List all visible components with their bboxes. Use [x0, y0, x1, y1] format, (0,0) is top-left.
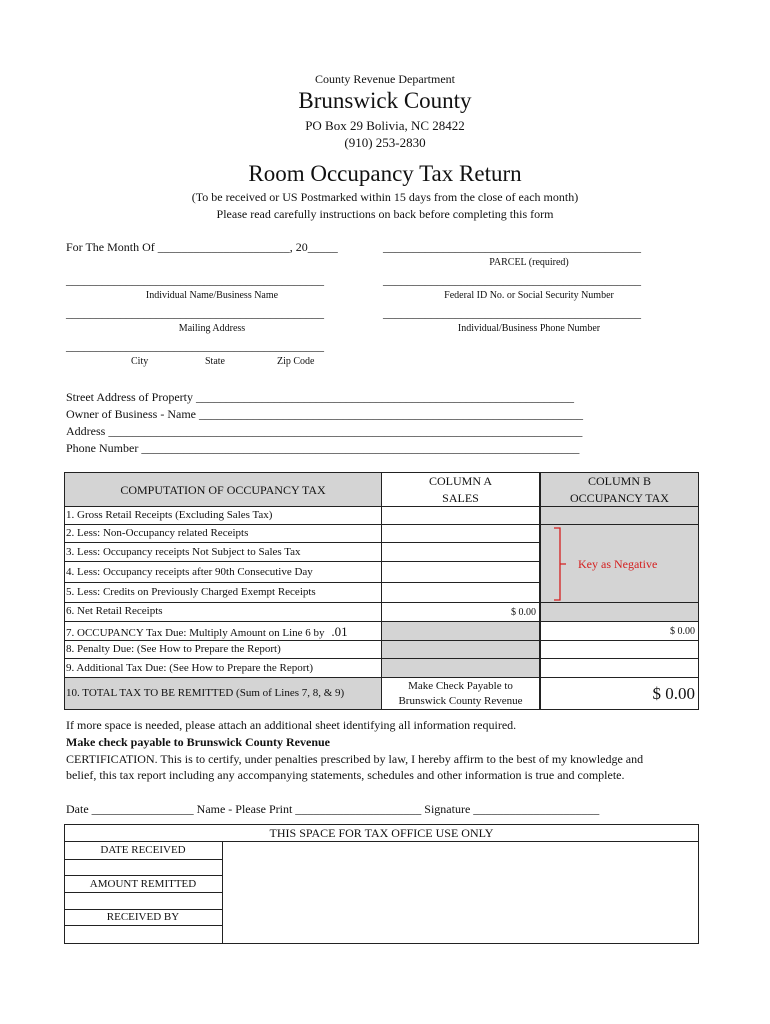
line-7-label — [66, 624, 348, 640]
payable-line-2: Brunswick County Revenue — [398, 695, 523, 707]
line-5-sales-input[interactable] — [381, 582, 540, 603]
key-negative-note: Key as Negative — [578, 557, 658, 571]
line-1-sales-input[interactable] — [381, 506, 540, 525]
business-owner-field[interactable]: Owner of Business - Name ________________________________________________________________ — [66, 407, 583, 421]
line-6-label: 6. Net Retail Receipts — [66, 605, 163, 617]
city-state-zip-field[interactable]: ___________________________________________ — [66, 339, 324, 353]
month-line: ______________________, 20_____ — [157, 240, 338, 254]
fedid-label: Federal ID No. or Social Security Number — [444, 290, 614, 301]
month-field[interactable] — [66, 240, 338, 255]
county-address: PO Box 29 Bolivia, NC 28422 — [305, 118, 465, 133]
tax-office-title: THIS SPACE FOR TAX OFFICE USE ONLY — [269, 826, 494, 840]
county-phone: (910) 253-2830 — [344, 135, 426, 150]
line-7-text: 7. OCCUPANCY Tax Due: Multiply Amount on Line 6 by — [66, 627, 325, 639]
certification-line-2: belief, this tax report including any accompanying statements, schedules and other information is true and complete. — [66, 768, 625, 782]
payable-line-1: Make Check Payable to — [408, 680, 513, 692]
business-phone-field[interactable]: Phone Number _________________________________________________________________________ — [66, 441, 580, 455]
mailing-label: Mailing Address — [178, 323, 246, 334]
mailing-field[interactable]: ___________________________________________ — [66, 306, 324, 320]
line-9-tax-input[interactable] — [540, 658, 699, 678]
column-b-subtitle: OCCUPANCY TAX — [570, 491, 669, 505]
line-2-sales-input[interactable] — [381, 524, 540, 543]
signature-line[interactable]: Date _________________ Name - Please Print _____________________ Signature _____________________ — [66, 802, 600, 816]
line-7-value: $ 0.00 — [670, 626, 695, 637]
line-8-label: 8. Penalty Due: (See How to Prepare the Report) — [66, 643, 281, 655]
fedid-field[interactable]: ___________________________________________ — [383, 273, 641, 287]
instructions-line-2: Please read carefully instructions on back before completing this form — [216, 207, 554, 221]
more-space-note: If more space is needed, please attach an additional sheet identifying all information required. — [66, 718, 517, 732]
payable-note: Make check payable to Brunswick County Revenue — [66, 735, 331, 749]
parcel-label: PARCEL (required) — [489, 257, 569, 268]
zip-label: Zip Code — [277, 356, 315, 367]
line-9-label: 9. Additional Tax Due: (See How to Prepare the Report) — [66, 662, 314, 674]
line-6-tax-cell — [540, 602, 699, 622]
phone-field[interactable]: ___________________________________________ — [383, 306, 641, 320]
negative-bracket-icon — [540, 524, 580, 604]
amount-remitted-label: AMOUNT REMITTED — [89, 878, 197, 890]
line-1-label: 1. Gross Retail Receipts (Excluding Sales Tax) — [66, 509, 273, 521]
line-4-sales-input[interactable] — [381, 561, 540, 583]
line-7-sales-cell — [381, 621, 540, 641]
column-a-subtitle: SALES — [442, 491, 479, 505]
city-label: City — [131, 356, 149, 367]
line-8-tax-input[interactable] — [540, 640, 699, 659]
column-a-title: COLUMN A — [428, 474, 492, 488]
business-address-field[interactable]: Address _______________________________________________________________________________ — [66, 424, 583, 438]
line-10-label: 10. TOTAL TAX TO BE REMITTED (Sum of Lines 7, 8, & 9) — [66, 687, 345, 699]
line-6-value: $ 0.00 — [511, 607, 536, 618]
line-9-sales-cell — [381, 658, 540, 678]
certification-line-1: CERTIFICATION. This is to certify, under penalties prescribed by law, I hereby affirm to the best of my knowledge and — [66, 752, 644, 766]
form-title: Room Occupancy Tax Return — [248, 161, 522, 186]
line-3-label: 3. Less: Occupancy receipts Not Subject to Sales Tax — [66, 546, 301, 558]
month-label: For The Month Of — [66, 240, 155, 254]
department-name: County Revenue Department — [315, 72, 455, 86]
line-8-sales-cell — [381, 640, 540, 659]
column-b-title: COLUMN B — [587, 474, 651, 488]
parcel-field[interactable]: ___________________________________________ — [383, 240, 641, 254]
phone-label: Individual/Business Phone Number — [457, 323, 601, 334]
line-1-tax-cell — [540, 506, 699, 525]
line-4-label: 4. Less: Occupancy receipts after 90th Consecutive Day — [66, 566, 313, 578]
property-street-field[interactable]: Street Address of Property _______________________________________________________________ — [66, 390, 574, 404]
line-3-sales-input[interactable] — [381, 542, 540, 562]
received-by-label: RECEIVED BY — [106, 911, 180, 923]
total-tax-value: $ 0.00 — [652, 684, 695, 703]
line-2-label: 2. Less: Non-Occupancy related Receipts — [66, 527, 249, 539]
county-name: Brunswick County — [298, 88, 472, 113]
state-label: State — [205, 356, 225, 367]
name-label: Individual Name/Business Name — [145, 290, 279, 301]
computation-header-label: COMPUTATION OF OCCUPANCY TAX — [120, 483, 326, 497]
date-received-label: DATE RECEIVED — [100, 844, 186, 856]
instructions-line-1: (To be received or US Postmarked within 15 days from the close of each month) — [191, 190, 579, 204]
name-field[interactable]: ___________________________________________ — [66, 273, 324, 287]
line-5-label: 5. Less: Credits on Previously Charged Exempt Receipts — [66, 586, 316, 598]
tax-rate: .01 — [331, 624, 348, 639]
